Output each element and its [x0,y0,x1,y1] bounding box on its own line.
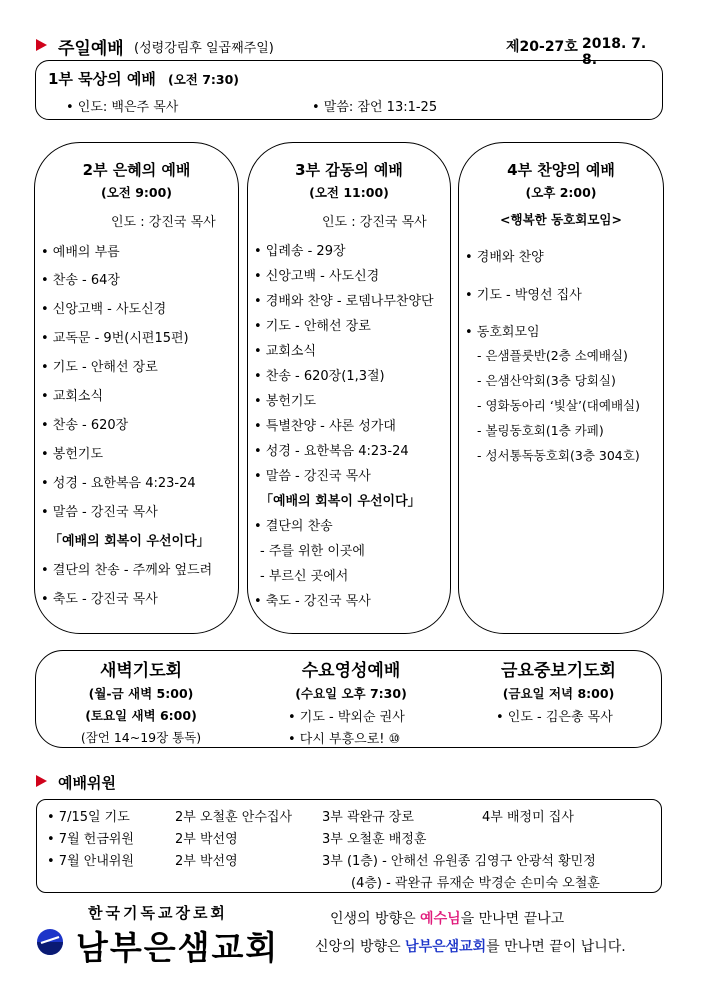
list-item: - 부르신 곳에서 [260,569,349,584]
service1-box [35,60,663,120]
triangle-bullet-icon [36,39,47,51]
page-subtitle: (성령강림후 일곱째주일) [134,41,274,56]
list-item: • 기도 - 박영선 집사 [465,288,582,303]
list-item: • 축도 - 강진국 목사 [41,592,158,607]
service1-time: (오전 7:30) [168,72,240,87]
list-item: • 교회소식 [254,344,317,359]
list-item: • 예배의 부름 [41,245,120,260]
list-item: • 특별찬양 - 샤론 성가대 [254,419,396,434]
page-title: 주일예배 [58,39,124,59]
list-item: • 결단의 찬송 [254,519,333,534]
committee-box [36,799,662,893]
sermon-title: 「예배의 회복이 우선이다」 [49,534,210,549]
list-item: - 주를 위한 이곳에 [260,544,365,559]
footer-motto [300,908,680,968]
motto-text: 를 만나면 끝이 납니다. [486,939,626,955]
service1-title: 1부 묵상의 예배 [48,70,156,88]
committee-row-value: 3부 오철훈 배정훈 [322,832,427,847]
committee-row-label: • 7월 헌금위원 [47,832,134,847]
motto-line-2 [315,936,626,956]
committee-row-value: 2부 박선영 [175,854,238,869]
church-logo-icon [36,928,64,956]
service4-group: <행복한 동호회모임> [500,212,622,227]
prayer-meetings-box [35,650,662,748]
service2-title: 2부 은혜의 예배 [82,161,191,179]
list-item: • 기도 - 안해선 장로 [254,319,371,334]
club-item: - 성서통독동호회(3층 304호) [477,448,640,463]
club-item: - 은샘플룻반(2층 소예배실) [477,348,628,363]
list-item: • 경배와 찬양 - 로뎀나무찬양단 [254,294,434,309]
service3-time: (오전 11:00) [309,185,389,200]
list-item: • 봉헌기도 [41,447,104,462]
dawn-prayer [36,651,246,747]
service3-leader: 인도 : 강진국 목사 [322,215,427,230]
motto-text: 을 만나면 끝나고 [460,911,565,927]
club-item: - 영화동아리 ‘빛살’(대예배실) [477,398,640,413]
sermon-title: 「예배의 회복이 우선이다」 [260,494,421,509]
committee-header [36,772,236,792]
service1-sermon: • 말씀: 잠언 13:1-25 [312,100,438,115]
list-item: • 교회소식 [41,389,104,404]
committee-row-value: 3부 곽완규 장로 [322,810,414,825]
list-item: • 경배와 찬양 [465,250,544,265]
list-item: • 찬송 - 620장(1,3절) [254,369,385,384]
service3-box [247,142,451,634]
service2-leader: 인도 : 강진국 목사 [111,215,216,230]
issue-date: 2018. 7. 8. [582,36,647,68]
service2-box [34,142,239,634]
friday-time: (금요일 저녁 8:00) [502,686,615,701]
service4-time: (오후 2:00) [525,185,597,200]
list-item: • 신앙고백 - 사도신경 [254,269,380,284]
committee-row-label: • 7월 안내위원 [47,854,134,869]
list-item: • 말씀 - 강진국 목사 [254,469,371,484]
issue-number: 제20-27호 [506,39,578,55]
motto-line-1 [330,908,564,928]
service1-leader: • 인도: 백은주 목사 [66,100,179,115]
wednesday-time: (수요일 오후 7:30) [295,686,407,701]
motto-text: 신앙의 방향은 [315,939,406,955]
service4-title: 4부 찬양의 예배 [507,161,615,179]
list-item: • 결단의 찬송 - 주께와 엎드려 [41,563,213,578]
denomination-name: 한국기독교장로회 [88,904,228,922]
committee-row-value: 4부 배정미 집사 [482,810,574,825]
dawn-prayer-reading: (잠언 14~19장 통독) [80,730,202,745]
header [36,34,666,68]
wednesday-title: 수요영성예배 [301,661,401,681]
dawn-prayer-time: (월-금 새벽 5:00) [88,686,194,701]
committee-row-value: 2부 오철훈 안수집사 [175,810,292,825]
list-item: • 신앙고백 - 사도신경 [41,302,167,317]
friday-leader: • 인도 - 김은총 목사 [496,710,613,725]
motto-highlight-church: 남부은샘교회 [405,939,487,955]
committee-row-value: 2부 박선영 [175,832,238,847]
footer-logo [36,902,336,970]
club-item: - 볼링동호회(1층 카페) [477,423,604,438]
motto-text: 인생의 방향은 [330,911,421,927]
service2-time: (오전 9:00) [100,185,173,200]
dawn-prayer-title: 새벽기도회 [99,661,183,681]
wednesday-leader: • 기도 - 박외순 권사 [288,710,405,725]
dawn-prayer-time-sat: (토요일 새벽 6:00) [85,708,197,723]
triangle-bullet-icon [36,775,47,787]
wednesday-sermon: • 다시 부흥으로! ⑩ [288,732,401,747]
service3-title: 3부 감동의 예배 [295,161,403,179]
friday-prayer [456,651,661,747]
church-name: 남부은샘교회 [76,928,280,967]
committee-row-label: • 7/15일 기도 [47,810,130,825]
list-item: • 성경 - 요한복음 4:23-24 [41,476,196,491]
wednesday-service [246,651,456,747]
committee-row-value: 3부 (1층) - 안해선 유원종 김영구 안광석 황민정 [322,854,596,869]
friday-title: 금요중보기도회 [501,661,616,681]
service4-box [458,142,664,634]
motto-highlight-jesus: 예수님 [420,911,461,927]
list-item: • 찬송 - 620장 [41,418,129,433]
list-item: • 봉헌기도 [254,394,317,409]
list-item: • 축도 - 강진국 목사 [254,594,371,609]
list-item: • 기도 - 안해선 장로 [41,360,158,375]
list-item: • 입례송 - 29장 [254,244,346,259]
committee-title: 예배위원 [58,774,116,792]
club-item: - 은샘산악회(3층 당회실) [477,373,616,388]
list-item: • 찬송 - 64장 [41,273,120,288]
list-item: • 성경 - 요한복음 4:23-24 [254,444,409,459]
list-item: • 교독문 - 9번(시편15편) [41,331,189,346]
committee-row-extra: (4층) - 곽완규 류재순 박경순 손미숙 오철훈 [351,876,600,891]
list-item: • 동호회모임 [465,325,540,340]
list-item: • 말씀 - 강진국 목사 [41,505,158,520]
